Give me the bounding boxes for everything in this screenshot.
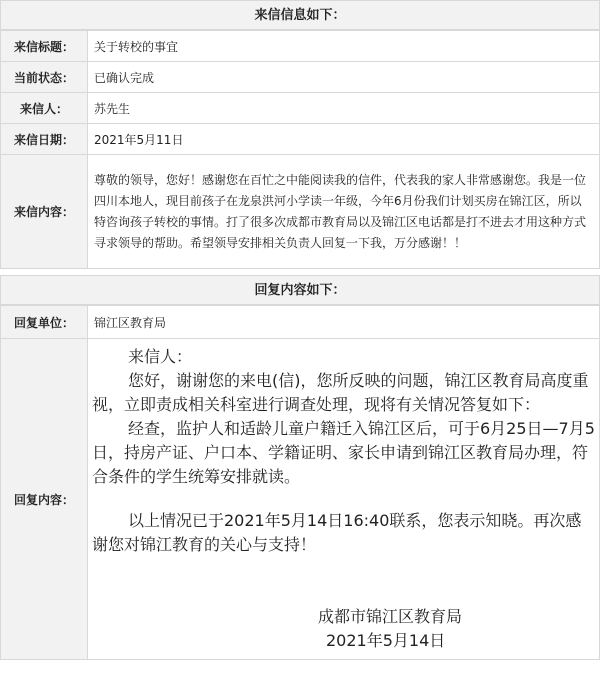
- letter-date-label: 来信日期：: [1, 124, 88, 155]
- reply-content-cell: [88, 339, 600, 660]
- letter-title-row: [1, 31, 600, 62]
- letter-info-table: [0, 30, 600, 269]
- letter-status-value: 已确认完成: [88, 62, 600, 93]
- reply-body: [88, 339, 599, 659]
- letter-status-label: 当前状态：: [1, 62, 88, 93]
- reply-signature-date: 2021年5月14日: [326, 631, 446, 650]
- letter-title-value: 关于转校的事宜: [88, 31, 600, 62]
- reply-content-row: [1, 339, 600, 660]
- reply-unit-label: 回复单位：: [1, 306, 88, 339]
- reply-info-table: [0, 305, 600, 660]
- reply-spacer: [92, 489, 595, 509]
- reply-salutation: 来信人：: [128, 347, 193, 366]
- reply-signature-org: 成都市锦江区教育局: [318, 607, 463, 626]
- reply-paragraph-2: 经查，监护人和适龄儿童户籍迁入锦江区后，可于6月25日—7月5日，持房产证、户口本、学籍证明、家长申请到锦江区教育局办理，符合条件的学生统筹安排就读。: [92, 419, 595, 486]
- letter-status-row: [1, 62, 600, 93]
- letter-sender-row: [1, 93, 600, 124]
- letter-date-row: [1, 124, 600, 155]
- reply-unit-value: 锦江区教育局: [88, 306, 600, 339]
- letter-content-text: 尊敬的领导，您好！感谢您在百忙之中能阅读我的信件，代表我的家人非常感谢您。我是一位四川本地人，现目前孩子在龙泉洪河小学读一年级，今年6月份我们计划买房在锦江区，所以特咨询孩子转校的事情。打了很多次成都市教育局以及锦江区电话都是打不进去才用这种方式寻求领导的帮助。希望领导安排相关负责人回复一下我，万分感谢！！: [94, 172, 587, 250]
- reply-info-header: 回复内容如下：: [0, 275, 600, 305]
- letter-content-row: [1, 155, 600, 269]
- letter-sender-label: 来信人：: [1, 93, 88, 124]
- letter-content-label: 来信内容：: [1, 155, 88, 269]
- letter-content-cell: [88, 155, 600, 269]
- reply-unit-row: [1, 306, 600, 339]
- letter-date-value: 2021年5月11日: [88, 124, 600, 155]
- letter-title-label: 来信标题：: [1, 31, 88, 62]
- letter-sender-value: 苏先生: [88, 93, 600, 124]
- reply-paragraph-3: 以上情况已于2021年5月14日16:40联系，您表示知晓。再次感谢您对锦江教育的关心与支持！: [92, 511, 582, 554]
- reply-content-label: 回复内容：: [1, 339, 88, 660]
- reply-paragraph-1: 您好，谢谢您的来电(信)，您所反映的问题，锦江区教育局高度重视，立即责成相关科室进行调查处理，现将有关情况答复如下：: [92, 371, 589, 414]
- letter-info-header: 来信信息如下：: [0, 0, 600, 30]
- reply-spacer-2: [92, 557, 595, 605]
